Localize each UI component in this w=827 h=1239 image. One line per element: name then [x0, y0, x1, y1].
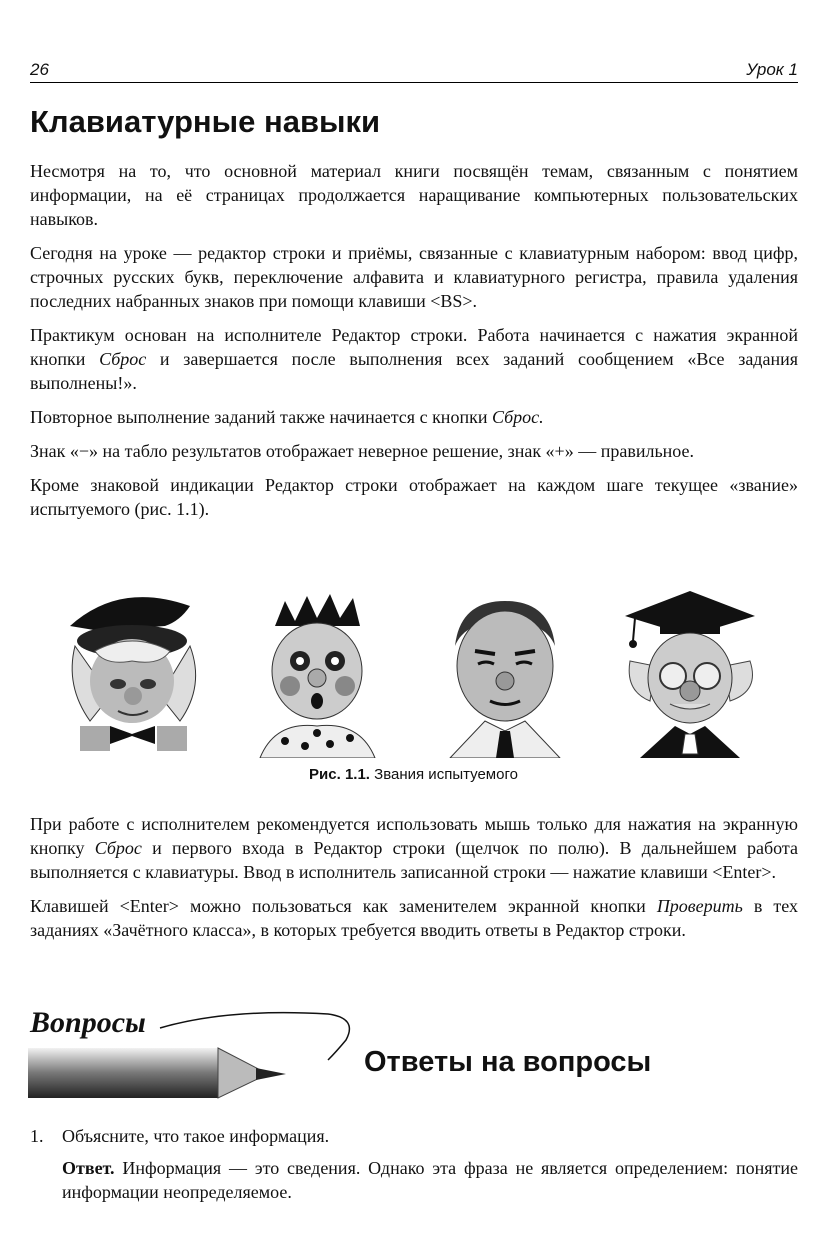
lesson-label: Урок 1 [746, 60, 798, 79]
paragraph-2: Сегодня на уроке — редактор строки и приёмы, связанные с клавиатурным набором: ввод цифр, строчных русских букв, переключение алфавита и клавиатурного регистра, правила удаления последних набранных знаков при помощи клавиши <BS>. [30, 243, 798, 311]
professor-face [615, 586, 765, 758]
old-lady-face [60, 586, 210, 758]
paragraph-3-part: Практикум основан на исполнителе Редактор строки. Работа начинается с нажатия экранной кнопки [30, 325, 798, 369]
paragraph-4-part: Повторное выполнение заданий также начинается с кнопки [30, 407, 492, 427]
paragraph-8 [30, 894, 798, 942]
questions-heading: Ответы на вопросы [364, 1046, 652, 1078]
paragraph-6: Кроме знаковой индикации Редактор строки отображает на каждом шаге текущее «звание» испытуемого (рис. 1.1). [30, 475, 798, 519]
figure-caption [0, 766, 827, 783]
question-number: 1. [30, 1126, 44, 1146]
paragraph-3 [30, 323, 798, 395]
caption-text: Звания испытуемого [374, 766, 518, 783]
running-header [30, 60, 798, 83]
page-number: 26 [30, 60, 49, 79]
questions-list [30, 1124, 798, 1204]
paragraph-8-part: в тех заданиях «Зачётного класса», в которых требуется вводить ответы в Редактор строки. [30, 896, 798, 940]
usage-text [30, 812, 798, 952]
question-text: Объясните, что такое информация. [62, 1126, 330, 1146]
answer-text: Информация — это сведения. Однако эта фраза не является определением: понятие информации неопределяемое. [62, 1158, 798, 1202]
child-face [245, 586, 395, 758]
paragraph-7-part: При работе с исполнителем рекомендуется использовать мышь только для нажатия на экранную кнопку [30, 814, 798, 858]
check-button-name: Проверить [656, 896, 743, 916]
question-1 [30, 1124, 798, 1148]
questions-script-label: Вопросы [30, 1006, 146, 1039]
paragraph-8-part: Клавишей <Enter> можно пользоваться как заменителем экранной кнопки [30, 896, 657, 916]
reset-button-name: Сброс. [491, 407, 544, 427]
man-face [430, 586, 580, 758]
paragraph-3-part: и завершается после выполнения всех заданий сообщением «Все задания выполнены!». [30, 349, 798, 393]
section-title: Клавиатурные навыки [30, 104, 381, 139]
paragraph-5: Знак «−» на табло результатов отображает неверное решение, знак «+» — правильное. [30, 441, 694, 461]
answer-label: Ответ. [62, 1158, 115, 1178]
reset-button-name: Сброс [99, 349, 147, 369]
figure-ranks [60, 586, 780, 758]
paragraph-4 [30, 405, 798, 429]
paragraph-7 [30, 812, 798, 884]
caption-label: Рис. 1.1. [309, 766, 370, 783]
paragraph-7-part: и первого входа в Редактор строки (щелчок по полю). В дальнейшем работа выполняется с клавиатуры. Ввод в исполнитель записанной строки — нажатие клавиши <Enter>. [30, 838, 798, 882]
intro-text [30, 159, 798, 531]
reset-button-name: Сброс [94, 838, 142, 858]
answer-1 [62, 1156, 798, 1204]
questions-banner-graphic [28, 1000, 358, 1105]
paragraph-1: Несмотря на то, что основной материал книги посвящён темам, связанным с понятием информации, на её страницах продолжается наращивание компьютерных пользовательских навыков. [30, 161, 798, 229]
